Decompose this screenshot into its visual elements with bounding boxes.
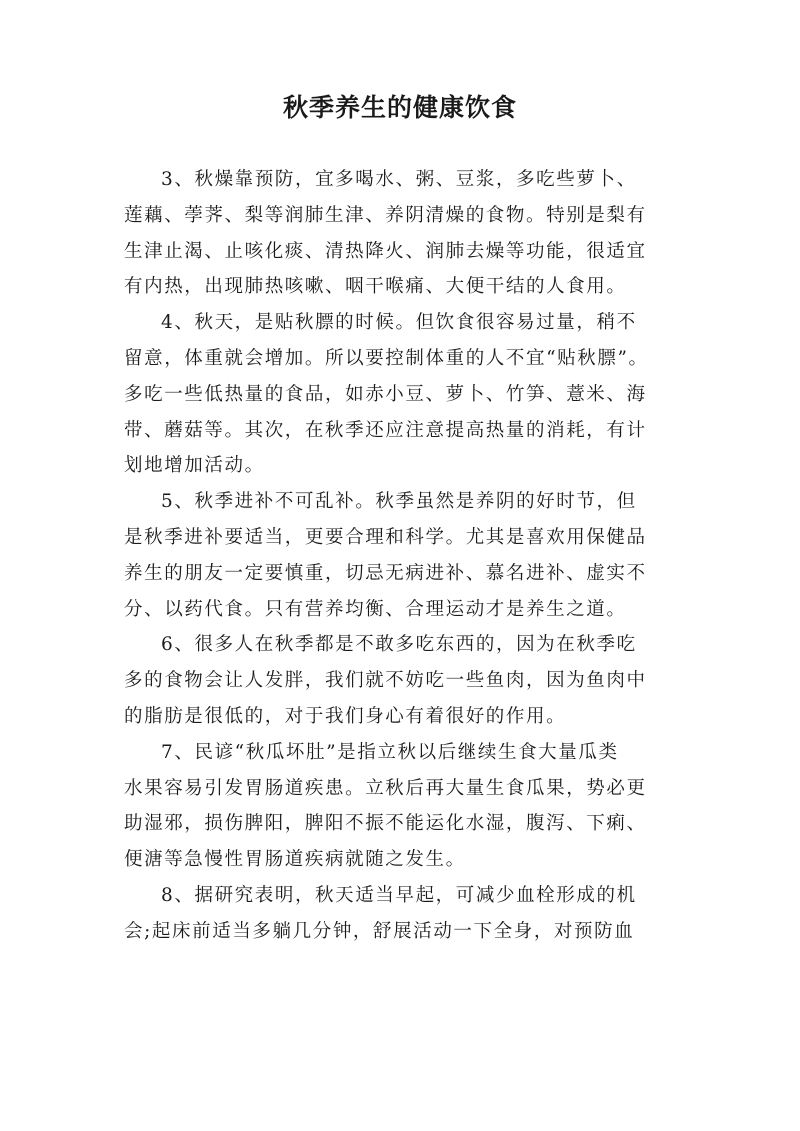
paragraph-line: 分、以药代食。只有营养均衡、合理运动才是养生之道。 <box>124 598 627 620</box>
paragraph-line: 是秋季进补要适当，更要合理和科学。尤其是喜欢用保健品 <box>124 526 647 548</box>
paragraph-line: 3、秋燥靠预防，宜多喝水、粥、豆浆，多吃些萝卜、 <box>161 169 637 190</box>
paragraph-7 <box>124 735 684 878</box>
document-body <box>124 162 684 950</box>
paragraph-line: 5、秋季进补不可乱补。秋季虽然是养阴的好时节，但 <box>161 491 637 513</box>
paragraph-line: 6、很多人在秋季都是不敢多吃东西的，因为在秋季吃 <box>161 634 637 656</box>
paragraph-line: 生津止渴、止咳化痰、清热降火、润肺去燥等功能，很适宜 <box>124 240 647 262</box>
paragraph-line: 会;起床前适当多躺几分钟，舒展活动一下全身，对预防血 <box>124 920 635 942</box>
document-title: 秋季养生的健康饮食 <box>282 93 517 122</box>
paragraph-line: 8、据研究表明，秋天适当早起，可减少血栓形成的机 <box>161 884 637 906</box>
paragraph-6 <box>124 627 684 734</box>
paragraph-line: 4、秋天，是贴秋膘的时候。但饮食很容易过量，稍不 <box>161 312 637 334</box>
paragraph-line: 多吃一些低热量的食品，如赤小豆、萝卜、竹笋、薏米、海 <box>124 383 647 405</box>
paragraph-line: 多的食物会让人发胖，我们就不妨吃一些鱼肉，因为鱼肉中 <box>124 670 647 692</box>
paragraph-line: 有内热，出现肺热咳嗽、咽干喉痛、大便干结的人食用。 <box>124 276 627 298</box>
paragraph-4 <box>124 305 684 484</box>
paragraph-8 <box>124 878 684 950</box>
paragraph-line: 莲藕、荸荠、梨等润肺生津、养阴清燥的食物。特别是梨有 <box>124 204 647 226</box>
paragraph-line: 便溏等急慢性胃肠道疾病就随之发生。 <box>124 849 466 871</box>
paragraph-line: 划地增加活动。 <box>124 455 265 477</box>
paragraph-5 <box>124 484 684 627</box>
paragraph-line: 的脂肪是很低的，对于我们身心有着很好的作用。 <box>124 705 567 727</box>
paragraph-line: 7、民谚“秋瓜坏肚”是指立秋以后继续生食大量瓜类 <box>161 741 619 763</box>
paragraph-line: 养生的朋友一定要慎重，切忌无病进补、慕名进补、虚实不 <box>124 562 647 584</box>
paragraph-line: 水果容易引发胃肠道疾患。立秋后再大量生食瓜果，势必更 <box>124 777 647 799</box>
paragraph-line: 助湿邪，损伤脾阳，脾阳不振不能运化水湿，腹泻、下痢、 <box>124 813 647 835</box>
paragraph-3 <box>124 162 684 305</box>
paragraph-line: 留意，体重就会增加。所以要控制体重的人不宜“贴秋膘”。 <box>124 347 649 369</box>
paragraph-line: 带、蘑菇等。其次，在秋季还应注意提高热量的消耗，有计 <box>124 419 647 441</box>
